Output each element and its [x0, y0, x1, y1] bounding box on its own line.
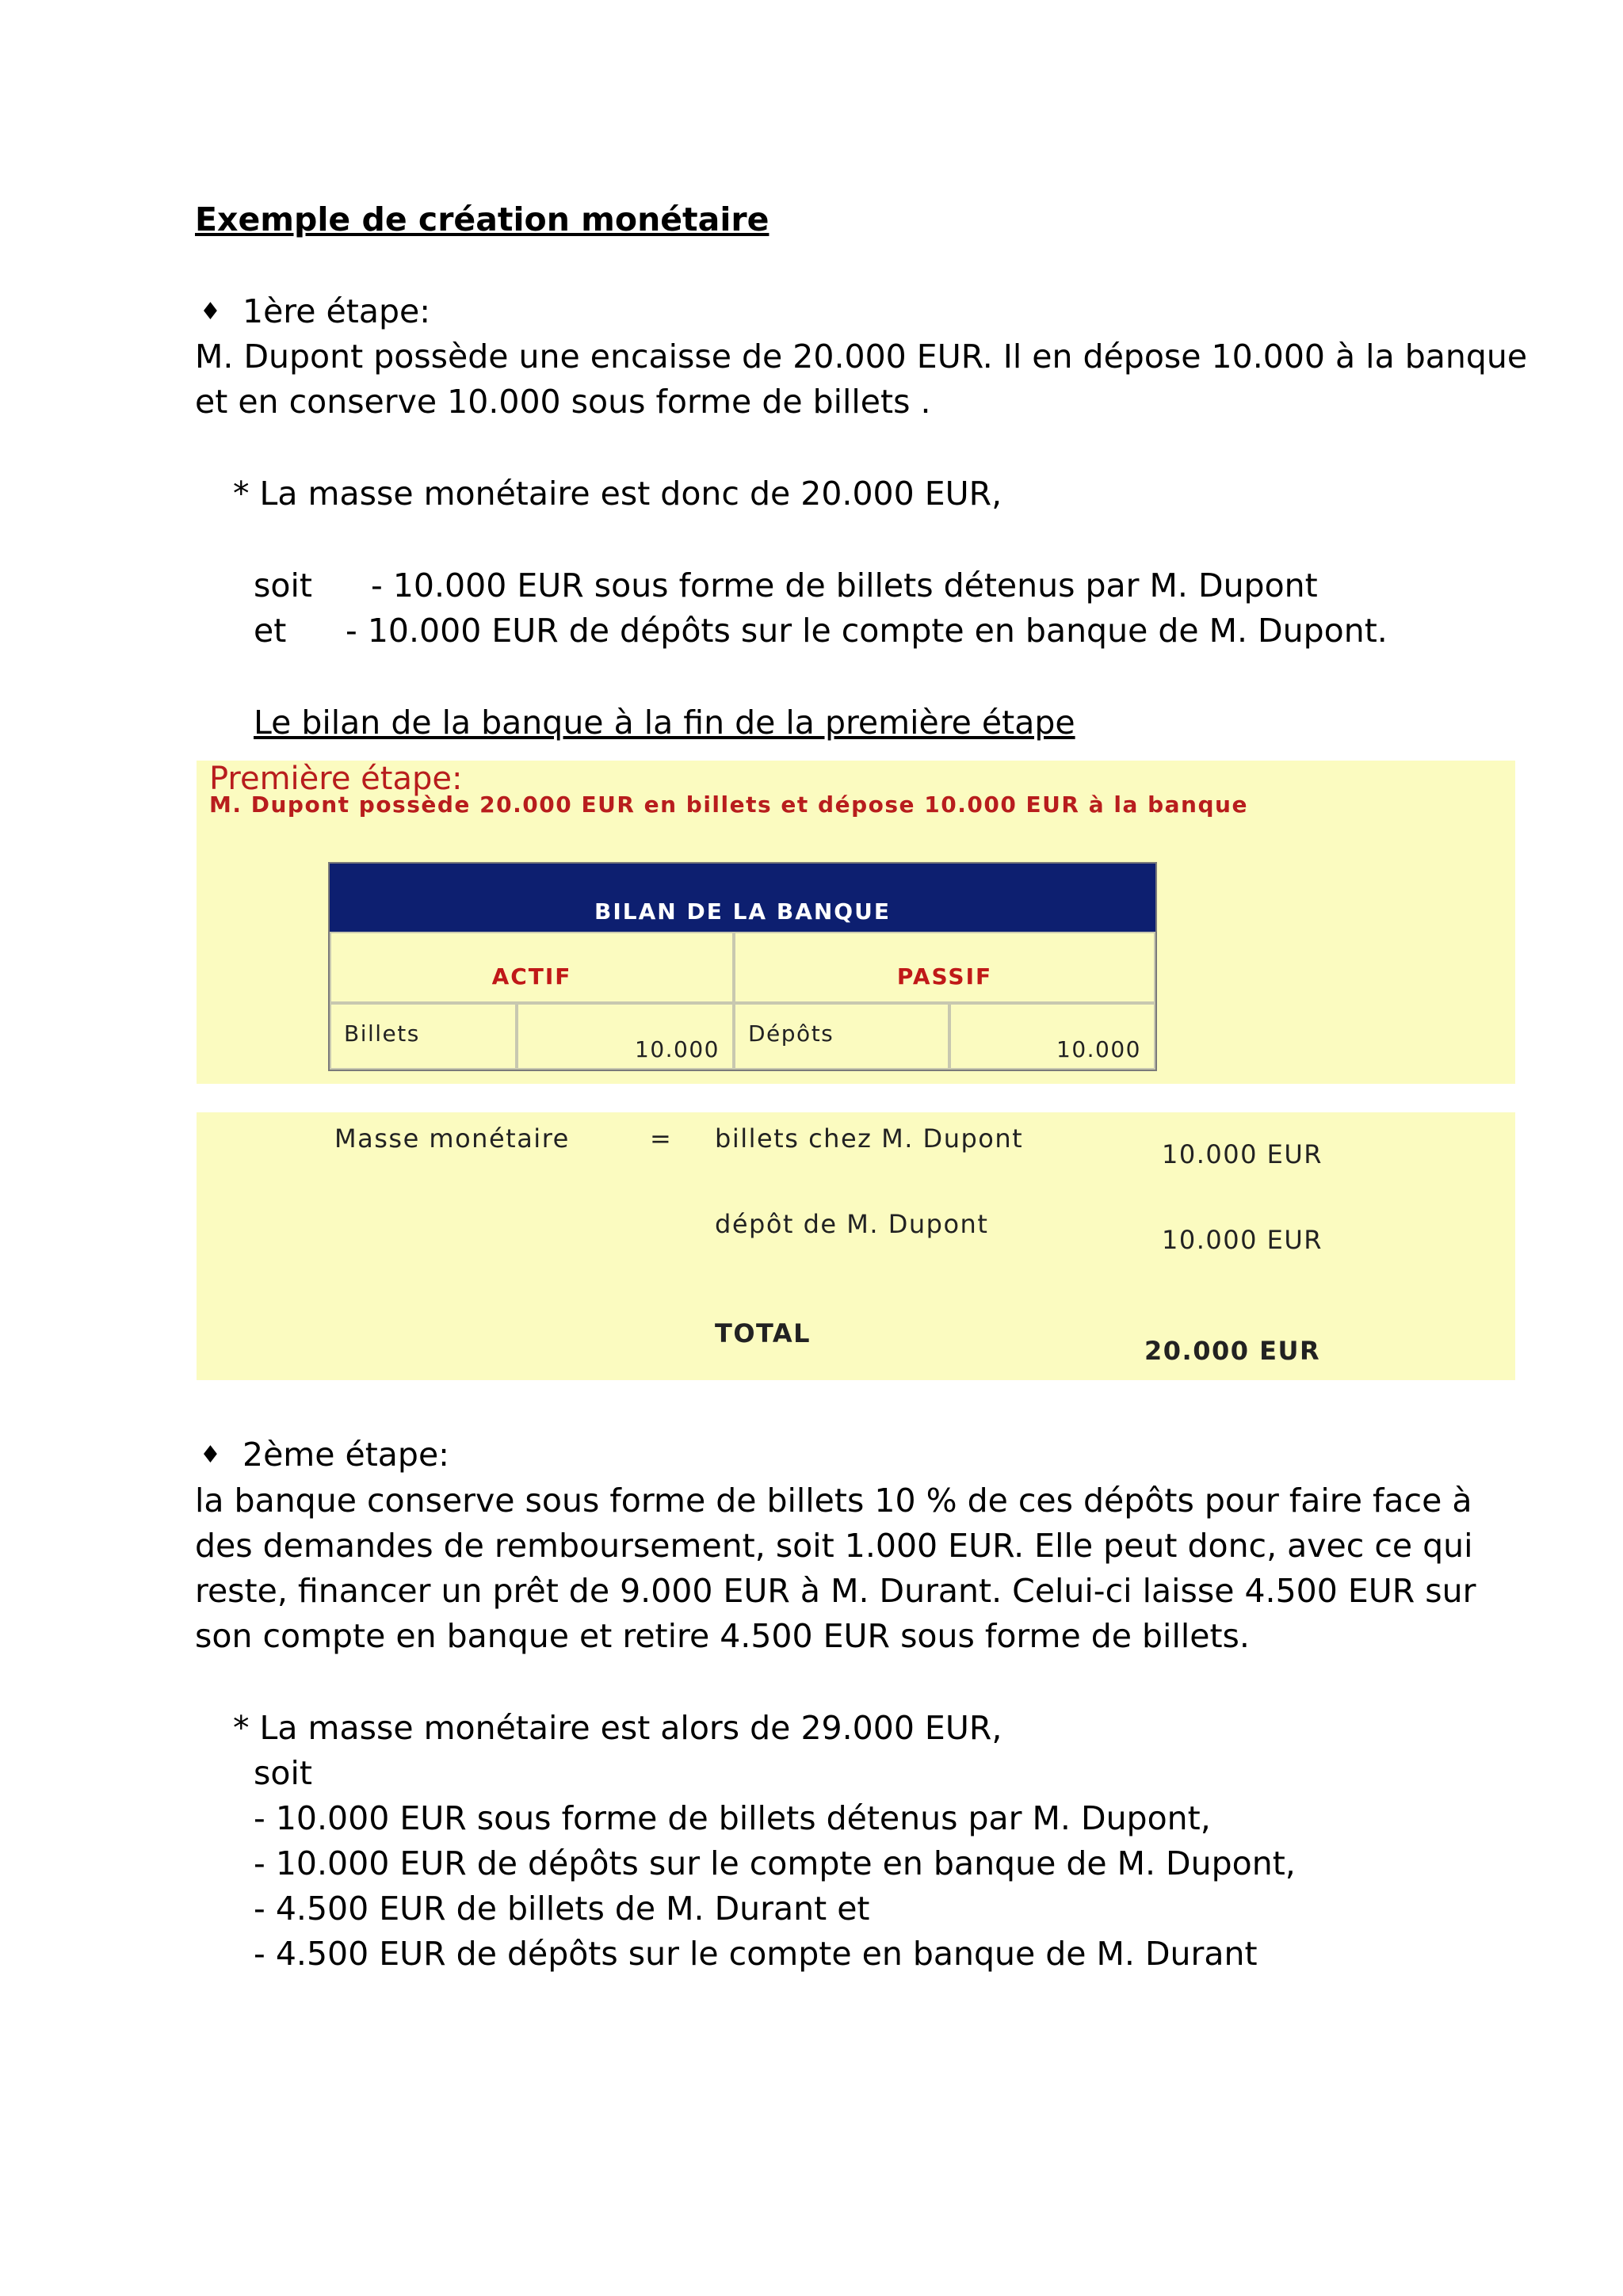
bank-balance-table [328, 862, 1157, 1071]
step1-illustration-panel [197, 761, 1515, 1084]
row1-value: 10.000 EUR [1162, 1139, 1323, 1169]
step2-item-1: - 10.000 EUR sous forme de billets détenus par M. Dupont, [254, 1799, 1211, 1837]
money-supply-panel [197, 1112, 1515, 1380]
step1-soit-text: - 10.000 EUR sous forme de billets détenus par M. Dupont [371, 566, 1318, 605]
step1-paragraph-line-1: M. Dupont possède une encaisse de 20.000 EUR. Il en dépose 10.000 à la banque [195, 338, 1528, 376]
bank-balance-header: BILAN DE LA BANQUE [330, 864, 1155, 932]
step2-paragraph-line-3: reste, financer un prêt de 9.000 EUR à M. Durant. Celui-ci laisse 4.500 EUR sur [195, 1572, 1476, 1610]
step2-soit: soit [254, 1754, 312, 1792]
panel1-subtitle: M. Dupont possède 20.000 EUR en billets et dépose 10.000 EUR à la banque [209, 791, 1248, 818]
diamond-bullet-icon: ♦ [200, 1441, 221, 1469]
actif-header: ACTIF [330, 932, 734, 1003]
step1-heading-line [200, 289, 430, 334]
diamond-bullet-icon: ♦ [200, 298, 221, 326]
step2-item-2: - 10.000 EUR de dépôts sur le compte en banque de M. Dupont, [254, 1844, 1296, 1882]
row1-label: billets chez M. Dupont [715, 1123, 1024, 1154]
total-value: 20.000 EUR [1144, 1336, 1321, 1366]
step2-masse: * La masse monétaire est alors de 29.000 EUR, [233, 1709, 1002, 1747]
step2-heading: 2ème étape: [242, 1436, 449, 1474]
passif-label-cell: Dépôts [734, 1003, 949, 1070]
step1-et-text: - 10.000 EUR de dépôts sur le compte en banque de M. Dupont. [346, 612, 1388, 650]
row2-label: dépôt de M. Dupont [715, 1209, 989, 1239]
actif-label-cell: Billets [330, 1003, 517, 1070]
step2-paragraph-line-2: des demandes de remboursement, soit 1.000 EUR. Elle peut donc, avec ce qui [195, 1527, 1473, 1565]
step2-item-3: - 4.500 EUR de billets de M. Durant et [254, 1890, 870, 1928]
passif-header: PASSIF [734, 932, 1155, 1003]
equals-sign: = [650, 1123, 673, 1154]
row2-value: 10.000 EUR [1162, 1225, 1323, 1255]
step1-paragraph-line-2: et en conserve 10.000 sous forme de billets . [195, 383, 931, 421]
panel1-title: Première étape: [209, 761, 463, 797]
actif-value-cell: 10.000 [517, 1003, 734, 1070]
step2-paragraph-line-1: la banque conserve sous forme de billets 10 % de ces dépôts pour faire face à [195, 1482, 1472, 1520]
step1-masse: * La masse monétaire est donc de 20.000 EUR, [233, 475, 1002, 513]
step2-paragraph-line-4: son compte en banque et retire 4.500 EUR sous forme de billets. [195, 1617, 1250, 1655]
step2-item-4: - 4.500 EUR de dépôts sur le compte en banque de M. Durant [254, 1935, 1258, 1973]
step1-soit-label: soit [254, 566, 312, 605]
step1-heading: 1ère étape: [242, 292, 431, 330]
total-label: TOTAL [715, 1318, 812, 1348]
bilan-caption: Le bilan de la banque à la fin de la première étape [254, 704, 1075, 742]
masse-label: Masse monétaire [334, 1123, 570, 1154]
passif-value-cell: 10.000 [949, 1003, 1155, 1070]
page-title: Exemple de création monétaire [195, 200, 769, 238]
step2-heading-line [200, 1432, 449, 1478]
step1-et-label: et [254, 612, 287, 650]
